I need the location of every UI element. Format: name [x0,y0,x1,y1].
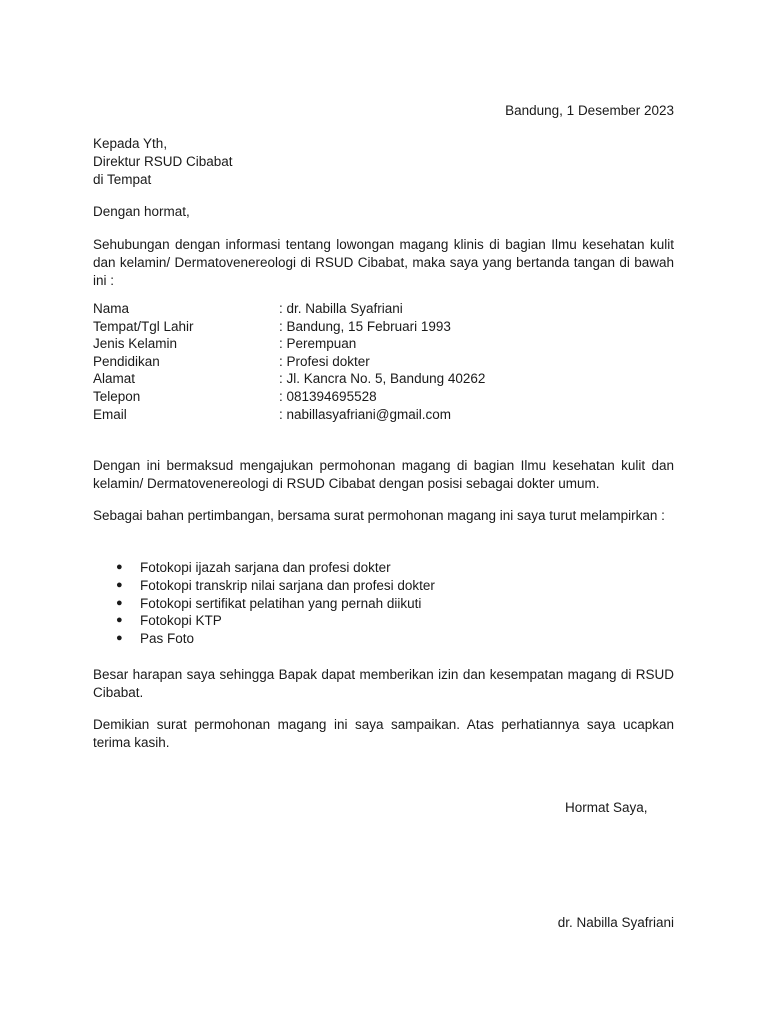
bullet-icon: ● [116,561,123,573]
identity-label: Alamat [93,371,136,387]
identity-label: Tempat/Tgl Lahir [93,318,194,334]
identity-label: Pendidikan [93,353,160,369]
bullet-icon: ● [116,632,123,645]
identity-value: : 081394695528 [279,388,377,404]
sign-off-greeting: Hormat Saya, [565,800,648,815]
bullet-icon: ● [116,614,123,627]
recipient-line-greeting: Kepada Yth, [93,136,168,151]
consideration-paragraph: Sebagai bahan pertimbangan, bersama surat permohonan magang ini saya turut melampirkan : [93,508,665,523]
identity-label: Telepon [93,388,141,404]
closing-paragraph: Demikian surat permohonan magang ini saya sampaikan. Atas perhatiannya saya ucapkan terima kasih. [93,717,674,750]
recipient-line-place: di Tempat [93,172,152,187]
salutation: Dengan hormat, [93,204,190,219]
identity-label: Jenis Kelamin [93,336,178,352]
attachment-label: Fotokopi ijazah sarjana dan profesi dokter [140,560,391,575]
attachment-label: Fotokopi transkrip nilai sarjana dan profesi dokter [140,577,435,593]
attachment-label: Pas Foto [140,631,195,647]
attachment-label: Fotokopi KTP [140,613,222,629]
identity-value: : dr. Nabilla Syafriani [279,301,403,316]
identity-label: Email [93,406,127,422]
letter-page [93,0,674,1024]
bullet-icon: ● [116,578,123,591]
purpose-paragraph: Dengan ini bermaksud mengajukan permohonan magang di bagian Ilmu kesehatan kulit dan kelamin/ Dermatovenereologi di RSUD Cibabat dengan posisi sebagai dokter umum. [93,458,674,491]
identity-row [93,370,674,388]
identity-value: : Bandung, 15 Februari 1993 [279,318,451,334]
identity-value: : nabillasyafriani@gmail.com [279,406,452,422]
bullet-icon: ● [116,596,123,609]
identity-value: : Jl. Kancra No. 5, Bandung 40262 [279,371,486,387]
list-item [93,630,435,648]
letter-date: Bandung, 1 Desember 2023 [505,103,674,118]
list-item [93,612,435,630]
hope-paragraph: Besar harapan saya sehingga Bapak dapat memberikan izin dan kesempatan magang di RSUD Cibabat. [93,667,674,700]
identity-row [93,406,674,424]
identity-row [93,388,674,406]
identity-label: Nama [93,301,130,316]
recipient-block [93,135,233,189]
identity-row [93,318,674,336]
list-item [93,559,435,577]
intro-paragraph: Sehubungan dengan informasi tentang lowongan magang klinis di bagian Ilmu kesehatan kulit dan kelamin/ Dermatovenereologi di RSUD Cibabat, maka saya yang bertanda tangan di bawah ini : [93,237,674,288]
signatory-name: dr. Nabilla Syafriani [557,915,674,930]
identity-table [93,300,674,423]
recipient-line-addressee: Direktur RSUD Cibabat [93,154,233,169]
identity-value: : Profesi dokter [279,353,370,369]
attachments-list [93,559,435,648]
list-item [93,577,435,595]
identity-row [93,300,674,318]
identity-value: : Perempuan [279,336,357,352]
identity-row [93,353,674,371]
attachment-label: Fotokopi sertifikat pelatihan yang pernah diikuti [140,595,422,611]
identity-row [93,335,674,353]
list-item [93,595,435,613]
